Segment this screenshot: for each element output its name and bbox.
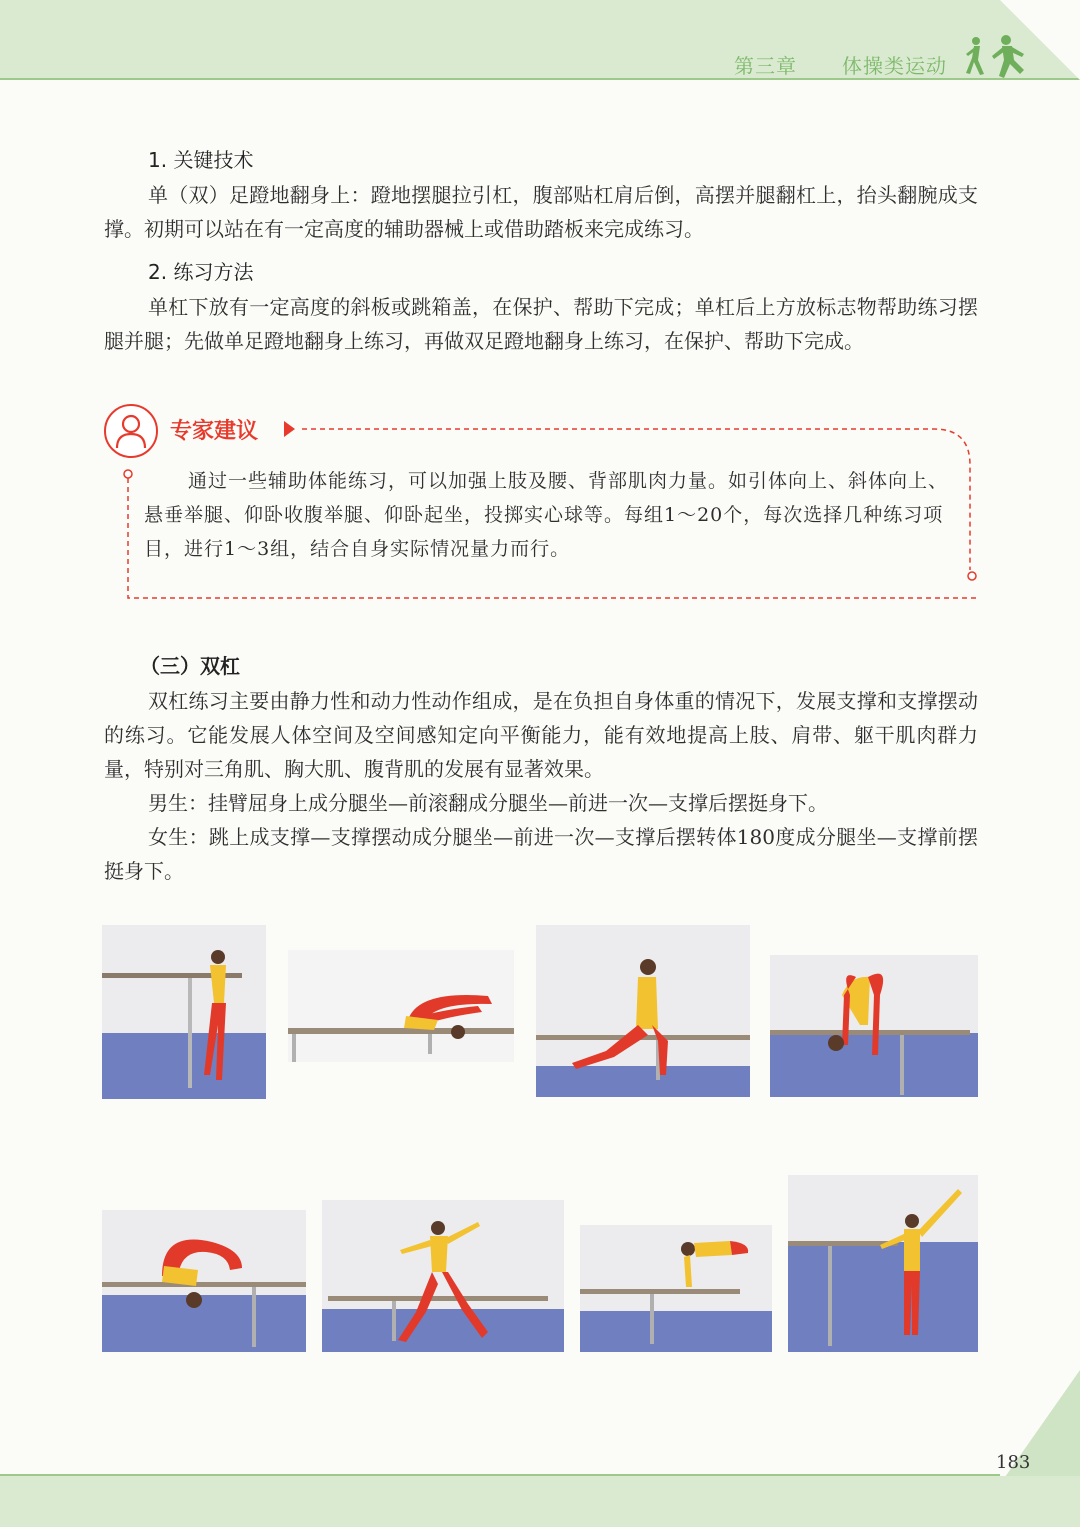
chapter-title: 体操类运动	[842, 54, 947, 78]
key-technique-paragraph: 单（双）足蹬地翻身上：蹬地摆腿拉引杠，腹部贴杠肩后倒，高摆并腿翻杠上，抬头翻腕成支撑。初期可以站在有一定高度的辅助器械上或借助踏板来完成练习。	[104, 183, 978, 241]
gymnast-photo-8	[788, 1175, 978, 1352]
practice-method-paragraph: 单杠下放有一定高度的斜板或跳箱盖，在保护、帮助下完成；单杠后上方放标志物帮助练习摆腿并腿；先做单足蹬地翻身上练习，再做双足蹬地翻身上练习，在保护、帮助下完成。	[104, 295, 978, 353]
expert-advice-text: 通过一些辅助体能练习，可以加强上肢及腰、背部肌肉力量。如引体向上、斜体向上、悬垂举腿、仰卧收腹举腿、仰卧起坐，投掷实心球等。每组1～20个，每次选择几种练习项目，进行1～3组，结合自身实际情况量力而行。	[144, 470, 949, 560]
section-heading-parallel-bars: （三）双杠	[140, 654, 240, 678]
gymnast-photo-2	[288, 950, 514, 1062]
expert-advice-title: 专家建议	[170, 419, 259, 444]
expert-advice-box	[104, 400, 980, 605]
gymnast-photo-5	[102, 1210, 306, 1352]
page-number: 183	[996, 1452, 1031, 1473]
parallel-bars-female-routine: 女生：跳上成支撑—支撑摆动成分腿坐—前进一次—支撑后摆转体180度成分腿坐—支撑前摆挺身下。	[104, 825, 978, 883]
parallel-bars-intro: 双杠练习主要由静力性和动力性动作组成，是在负担自身体重的情况下，发展支撑和支撑摆动的练习。它能发展人体空间及空间感知定向平衡能力，能有效地提高上肢、肩带、躯干肌肉群力量，特别对三角肌、胸大肌、腹背肌的发展有显著效果。	[104, 689, 978, 781]
section-heading-practice-method: 2. 练习方法	[148, 260, 254, 284]
gymnast-photo-3	[536, 925, 750, 1097]
footer-band	[0, 1476, 1080, 1527]
chapter-number: 第三章	[734, 54, 797, 78]
person-avatar-icon	[104, 404, 158, 458]
runners-icon	[962, 34, 1036, 80]
gymnast-photo-7	[580, 1225, 772, 1352]
gymnast-photo-4	[770, 955, 978, 1097]
gymnast-photo-6	[322, 1200, 564, 1352]
gymnast-photo-1	[102, 925, 266, 1099]
section-heading-key-technique: 1. 关键技术	[148, 148, 254, 172]
parallel-bars-male-routine: 男生：挂臂屈身上成分腿坐—前滚翻成分腿坐—前进一次—支撑后摆挺身下。	[148, 791, 828, 815]
triangle-arrow-icon	[284, 421, 295, 437]
footer-divider	[0, 1474, 1000, 1476]
